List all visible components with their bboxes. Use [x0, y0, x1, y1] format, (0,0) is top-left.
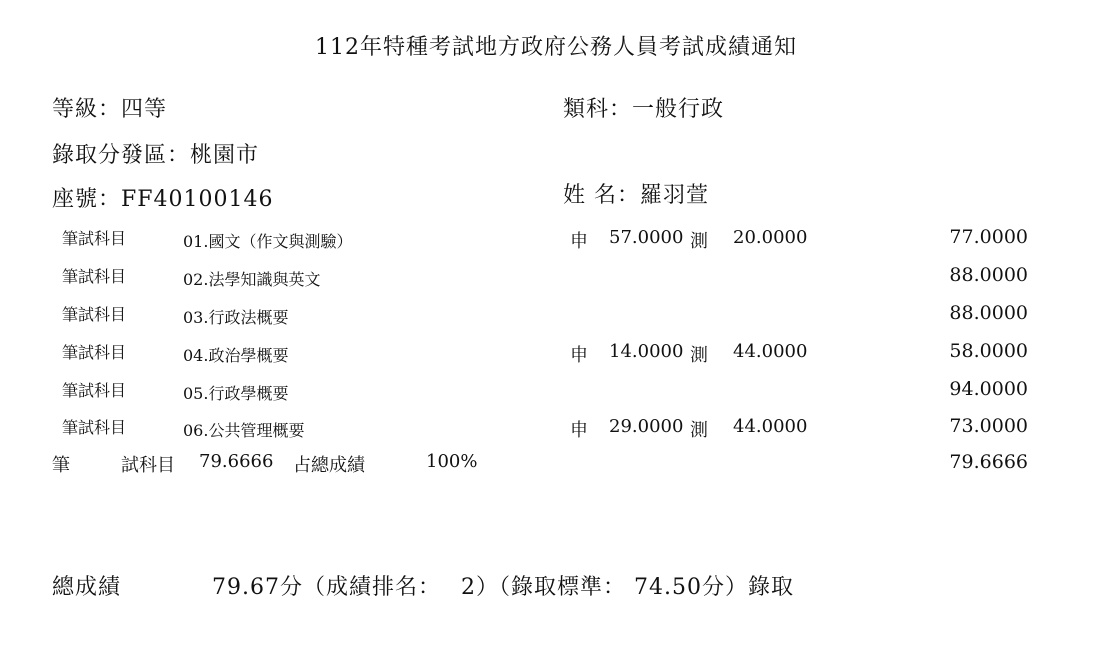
seat-number: 座號：FF40100146	[52, 187, 274, 212]
subject-total: 88.0000	[949, 302, 1028, 324]
subject-type: 筆試科目	[62, 229, 127, 248]
candidate-name: 姓 名：羅羽萱	[563, 183, 709, 208]
subject-total: 73.0000	[949, 415, 1028, 437]
test-score: 20.0000	[733, 227, 808, 248]
written-average: 79.6666	[199, 451, 274, 472]
exam-level: 等級：四等	[52, 97, 168, 122]
subject-total: 77.0000	[949, 226, 1028, 248]
subject-type: 筆試科目	[62, 381, 127, 400]
subject-type: 筆試科目	[62, 267, 127, 286]
assignment-region: 錄取分發區：桃園市	[52, 143, 260, 168]
subject-total: 58.0000	[949, 340, 1028, 362]
test-score: 44.0000	[733, 416, 808, 437]
test-mark: 測	[690, 231, 708, 252]
exam-category: 類科：一般行政	[563, 97, 725, 122]
weight-value: 100%	[426, 451, 478, 472]
test-score: 44.0000	[733, 341, 808, 362]
final-score-text: 79.67分（成績排名： 2）（錄取標準： 74.50分）錄取	[212, 575, 794, 600]
essay-mark: 申	[570, 231, 588, 252]
test-mark: 測	[690, 420, 708, 441]
subject-type: 筆試科目	[62, 305, 127, 324]
subject-name: 01.國文（作文與測驗）	[183, 232, 353, 251]
essay-mark: 申	[570, 420, 588, 441]
subject-name: 03.行政法概要	[183, 308, 289, 327]
summary-total: 79.6666	[949, 451, 1028, 473]
essay-score: 57.0000	[609, 227, 684, 248]
subject-name: 02.法學知識與英文	[183, 270, 321, 289]
weight-label: 占總成績	[293, 455, 365, 476]
subject-total: 88.0000	[949, 264, 1028, 286]
subject-name: 05.行政學概要	[183, 384, 289, 403]
final-score-label: 總成績	[52, 575, 122, 600]
subject-type: 筆試科目	[62, 418, 127, 437]
subject-type: 筆試科目	[62, 343, 127, 362]
summary-label-first: 筆	[52, 455, 70, 476]
essay-score: 14.0000	[609, 341, 684, 362]
essay-score: 29.0000	[609, 416, 684, 437]
test-mark: 測	[690, 345, 708, 366]
subject-name: 06.公共管理概要	[183, 421, 305, 440]
subject-name: 04.政治學概要	[183, 346, 289, 365]
page-title: 112年特種考試地方政府公務人員考試成績通知	[315, 35, 797, 60]
essay-mark: 申	[570, 345, 588, 366]
subject-total: 94.0000	[949, 378, 1028, 400]
summary-label: 試科目	[121, 455, 175, 476]
